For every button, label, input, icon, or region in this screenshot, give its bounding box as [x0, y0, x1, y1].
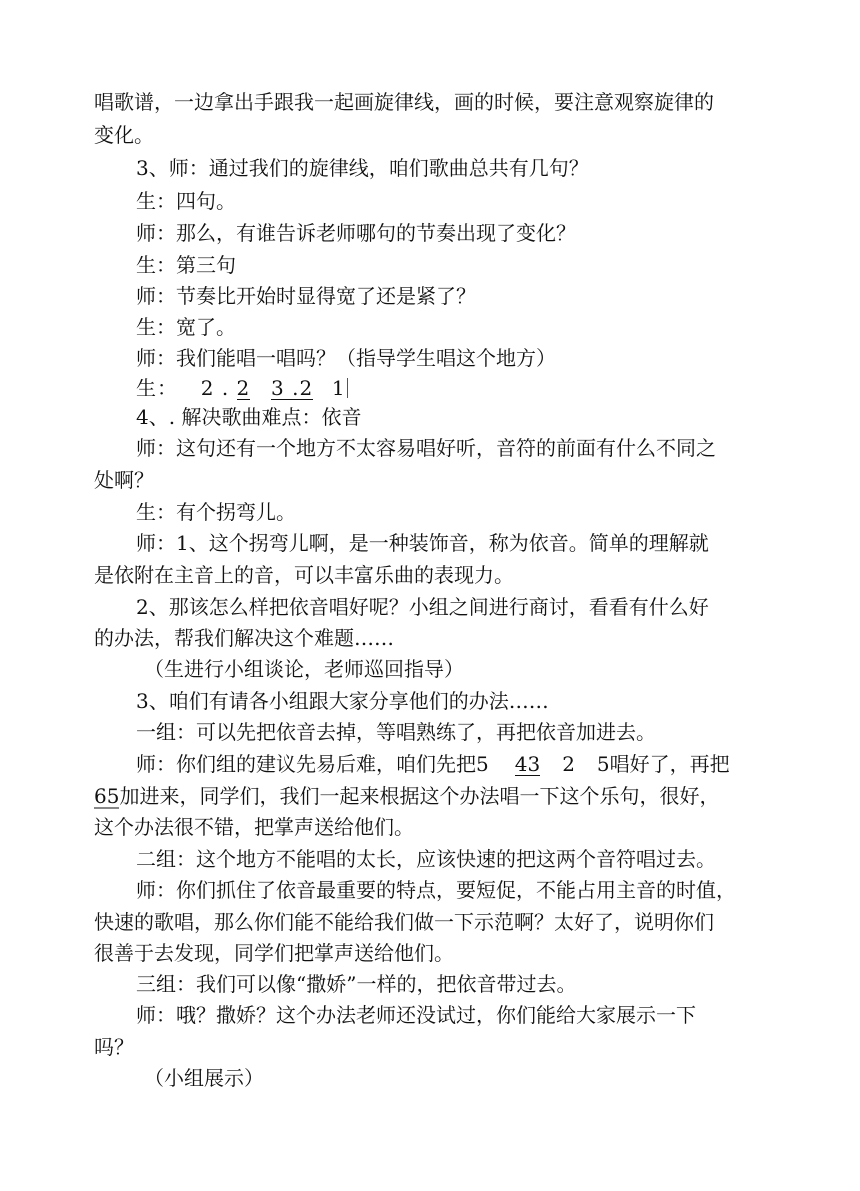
- paragraph-line: 生：有个拐弯儿。: [136, 500, 296, 524]
- note: 5: [476, 752, 489, 776]
- bar-line: [347, 378, 348, 398]
- paragraph-line: 3、师：通过我们的旋律线，咱们歌曲总共有几句？: [136, 156, 589, 180]
- note: 2: [562, 752, 575, 776]
- note-dot: .: [292, 376, 300, 400]
- text-segment: 加进来，同学们，我们一起来根据这个办法唱一下这个乐句，很好，: [119, 784, 720, 808]
- paragraph-line: 师：哦？撒娇？这个办法老师还没试过，你们能给大家展示一下: [136, 1003, 696, 1027]
- note-underlined: 65: [94, 784, 120, 808]
- paragraph-line: 二组：这个地方不能唱的太长，应该快速的把这两个音符唱过去。: [136, 847, 716, 871]
- paragraph-line: 师：那么，有谁告诉老师哪句的节奏出现了变化？: [136, 221, 576, 245]
- paragraph-line: 2、那该怎么样把依音唱好呢？小组之间进行商讨，看看有什么好: [136, 595, 709, 619]
- paragraph-line: 生：第三句: [136, 253, 236, 277]
- note: 3: [270, 376, 285, 400]
- text-segment: 唱好了，再把: [609, 752, 730, 776]
- paragraph-line: 吗？: [94, 1035, 134, 1059]
- section-heading: 4、. 解决歌曲难点：依音: [136, 405, 362, 429]
- note-dot: .: [221, 376, 230, 400]
- paragraph-line: 师：1、这个拐弯儿啊，是一种装饰音，称为依音。简单的理解就: [136, 531, 709, 555]
- note-underlined: 2: [236, 376, 251, 400]
- paragraph-line: 生：四句。: [136, 189, 236, 213]
- speaker-label: 生：: [136, 376, 178, 400]
- paragraph-line-with-notes: [94, 781, 719, 811]
- note-group-underlined: [271, 377, 313, 400]
- paragraph-line: 唱歌谱，一边拿出手跟我一起画旋律线，画的时候，要注意观察旋律的: [94, 90, 714, 114]
- paragraph-line: 的办法，帮我们解决这个难题……: [94, 626, 394, 650]
- note: 5: [596, 752, 610, 776]
- notation-line: [136, 373, 348, 403]
- paragraph-line: （小组展示）: [144, 1066, 264, 1090]
- paragraph-line: （生进行小组谈论，老师巡回指导）: [144, 657, 464, 681]
- note: 2: [299, 376, 314, 400]
- paragraph-line: 三组：我们可以像“撒娇”一样的，把依音带过去。: [136, 972, 577, 996]
- paragraph-line: 处啊？: [94, 468, 154, 492]
- paragraph-line: 师：你们抓住了依音最重要的特点，要短促，不能占用主音的时值，: [136, 878, 736, 902]
- paragraph-line: 一组：可以先把依音去掉，等唱熟练了，再把依音加进去。: [136, 720, 656, 744]
- paragraph-line: 是依附在主音上的音，可以丰富乐曲的表现力。: [94, 563, 514, 587]
- paragraph-line: 3、咱们有请各小组跟大家分享他们的办法……: [136, 689, 549, 713]
- paragraph-line: 生：宽了。: [136, 315, 236, 339]
- note: 1: [331, 376, 346, 400]
- text-segment: 师：你们组的建议先易后难，咱们先把: [136, 752, 476, 776]
- paragraph-line: 这个办法很不错，把掌声送给他们。: [94, 815, 414, 839]
- paragraph-line-with-notes: [136, 749, 730, 779]
- note-underlined: 43: [514, 752, 541, 776]
- paragraph-line: 师：我们能唱一唱吗？（指导学生唱这个地方）: [136, 346, 556, 370]
- paragraph-line: 变化。: [94, 123, 154, 147]
- paragraph-line: 很善于去发现，同学们把掌声送给他们。: [94, 941, 454, 965]
- paragraph-line: 师：节奏比开始时显得宽了还是紧了？: [136, 284, 476, 308]
- paragraph-line: 师：这句还有一个地方不太容易唱好听，音符的前面有什么不同之: [136, 436, 716, 460]
- paragraph-line: 快速的歌唱，那么你们能不能给我们做一下示范啊？太好了，说明你们: [94, 910, 714, 934]
- note: 2: [200, 376, 215, 400]
